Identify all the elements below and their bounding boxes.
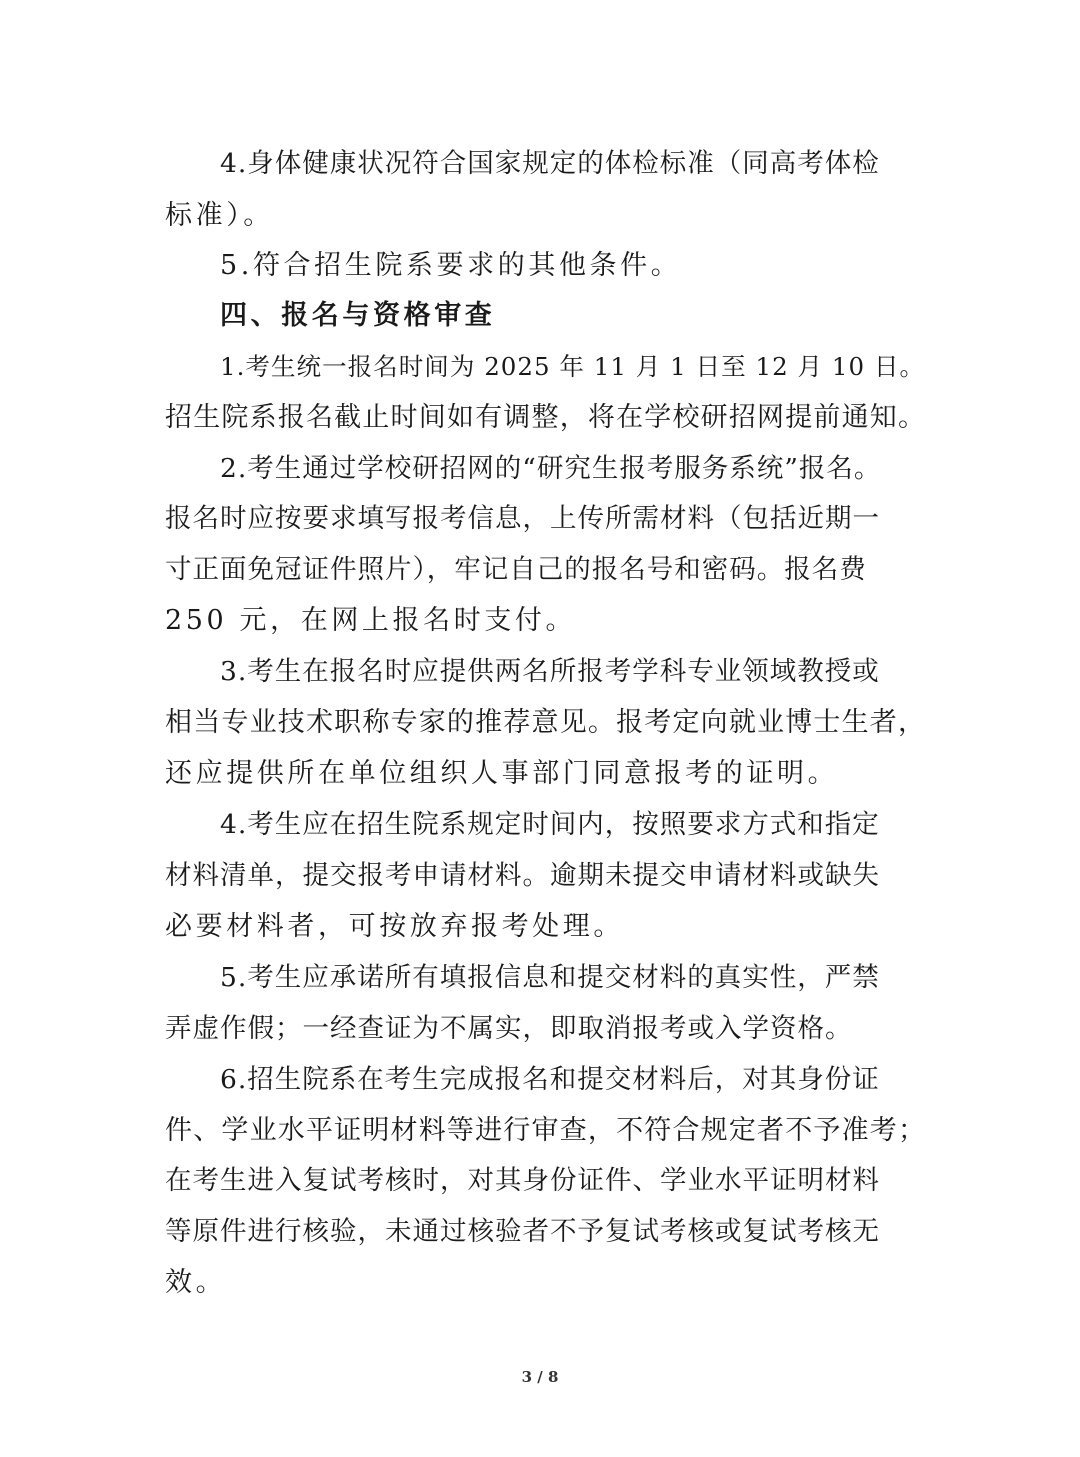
paragraph-line: 标准）。: [165, 200, 274, 231]
paragraph-line: 在考生进入复试考核时，对其身份证件、学业水平证明材料: [165, 1165, 880, 1196]
paragraph-line: 4.身体健康状况符合国家规定的体检标准（同高考体检: [220, 148, 880, 179]
paragraph-line: 5.符合招生院系要求的其他条件。: [220, 250, 682, 281]
paragraph-line: 1.考生统一报名时间为 2025 年 11 月 1 日至 12 月 10 日。: [220, 352, 925, 381]
paragraph-line: 5.考生应承诺所有填报信息和提交材料的真实性，严禁: [220, 962, 880, 993]
paragraph-line: 2.考生通过学校研招网的“研究生报考服务系统”报名。: [220, 453, 882, 484]
paragraph-line: 必要材料者，可按放弃报考处理。: [165, 911, 624, 942]
section-heading: 四、报名与资格审查: [220, 300, 496, 331]
paragraph-line: 4.考生应在招生院系规定时间内，按照要求方式和指定: [220, 809, 880, 840]
paragraph-line: 件、学业水平证明材料等进行审查，不符合规定者不予准考；: [165, 1115, 925, 1146]
paragraph-line: 材料清单，提交报考申请材料。逾期未提交申请材料或缺失: [165, 860, 880, 891]
paragraph-line: 等原件进行核验，未通过核验者不予复试考核或复试考核无: [165, 1216, 880, 1247]
paragraph-line: 寸正面免冠证件照片），牢记自己的报名号和密码。报名费: [165, 554, 867, 585]
paragraph-line: 还应提供所在单位组织人事部门同意报考的证明。: [165, 758, 839, 789]
paragraph-line: 相当专业技术职称专家的推荐意见。报考定向就业博士生者，: [165, 707, 925, 738]
paragraph-line: 3.考生在报名时应提供两名所报考学科专业领域教授或: [220, 656, 880, 687]
paragraph-line: 报名时应按要求填写报考信息，上传所需材料（包括近期一: [165, 503, 880, 534]
paragraph-line: 250 元，在网上报名时支付。: [165, 605, 577, 636]
paragraph-line: 效。: [165, 1267, 227, 1298]
paragraph-line: 6.招生院系在考生完成报名和提交材料后，对其身份证: [220, 1064, 880, 1095]
paragraph-line: 弄虚作假；一经查证为不属实，即取消报考或入学资格。: [165, 1013, 853, 1044]
page-number: 3 / 8: [521, 1368, 559, 1386]
paragraph-line: 招生院系报名截止时间如有调整，将在学校研招网提前通知。: [165, 402, 925, 433]
